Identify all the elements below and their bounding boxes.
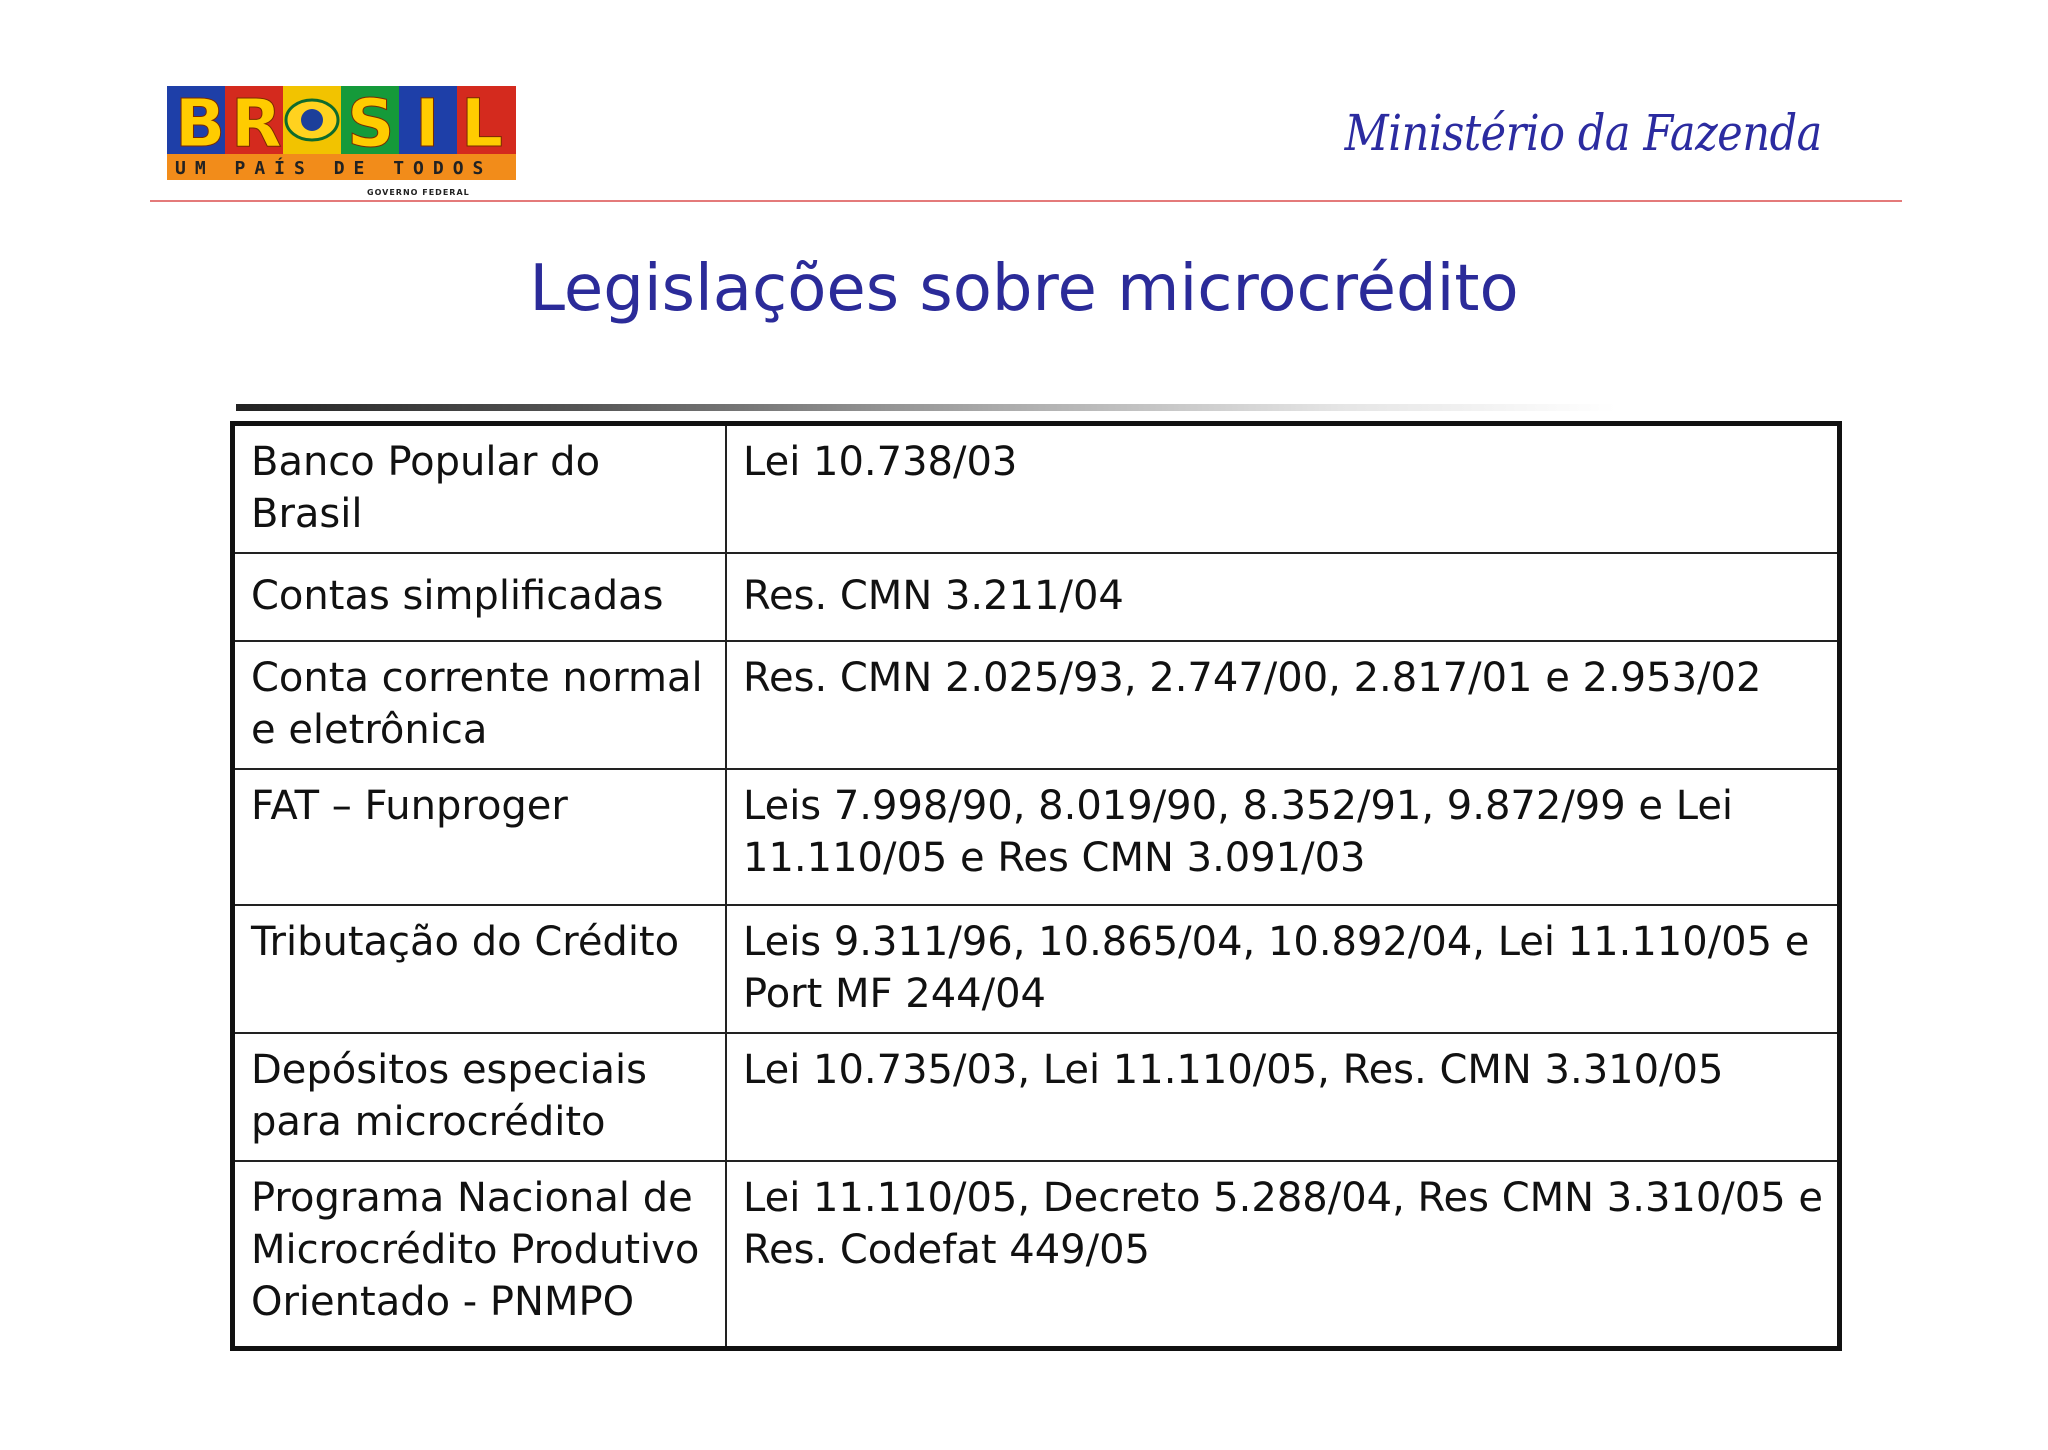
svg-text:R: R <box>231 86 282 162</box>
law-cell: Lei 10.738/03 <box>726 424 1840 554</box>
svg-text:I: I <box>415 86 440 162</box>
ministry-name: Ministério da Fazenda <box>1344 104 1822 162</box>
topic-cell: FAT – Funproger <box>233 769 727 905</box>
svg-text:UM PAÍS DE TODOS: UM PAÍS DE TODOS <box>175 158 493 179</box>
topic-cell: Contas simplificadas <box>233 553 727 641</box>
table-row <box>233 1161 1840 1349</box>
table-row <box>233 641 1840 769</box>
svg-text:L: L <box>461 86 504 162</box>
law-cell: Lei 10.735/03, Lei 11.110/05, Res. CMN 3.310/05 <box>726 1033 1840 1161</box>
topic-cell: Programa Nacional de Microcrédito Produtivo Orientado - PNMPO <box>233 1161 727 1349</box>
page-title: Legislações sobre microcrédito <box>529 252 1519 326</box>
title-underline <box>236 404 1616 411</box>
logo-subtag: GOVERNO FEDERAL <box>367 188 470 197</box>
law-cell: Res. CMN 2.025/93, 2.747/00, 2.817/01 e 2.953/02 <box>726 641 1840 769</box>
svg-text:B: B <box>175 86 226 162</box>
law-cell: Lei 11.110/05, Decreto 5.288/04, Res CMN 3.310/05 e Res. Codefat 449/05 <box>726 1161 1840 1349</box>
table-row <box>233 1033 1840 1161</box>
header-divider <box>150 200 1902 202</box>
svg-text:S: S <box>347 86 395 162</box>
table-row <box>233 905 1840 1033</box>
table-row <box>233 424 1840 554</box>
topic-cell: Tributação do Crédito <box>233 905 727 1033</box>
topic-cell: Depósitos especiais para microcrédito <box>233 1033 727 1161</box>
law-cell: Leis 9.311/96, 10.865/04, 10.892/04, Lei 11.110/05 e Port MF 244/04 <box>726 905 1840 1033</box>
law-cell: Res. CMN 3.211/04 <box>726 553 1840 641</box>
brasil-logo-image <box>167 86 516 198</box>
brasil-logo <box>167 86 516 198</box>
topic-cell: Conta corrente normal e eletrônica <box>233 641 727 769</box>
law-cell: Leis 7.998/90, 8.019/90, 8.352/91, 9.872/99 e Lei 11.110/05 e Res CMN 3.091/03 <box>726 769 1840 905</box>
topic-cell: Banco Popular do Brasil <box>233 424 727 554</box>
table-row <box>233 769 1840 905</box>
table-row <box>233 553 1840 641</box>
logo-tagline <box>175 157 492 179</box>
legislation-table <box>230 421 1842 1351</box>
